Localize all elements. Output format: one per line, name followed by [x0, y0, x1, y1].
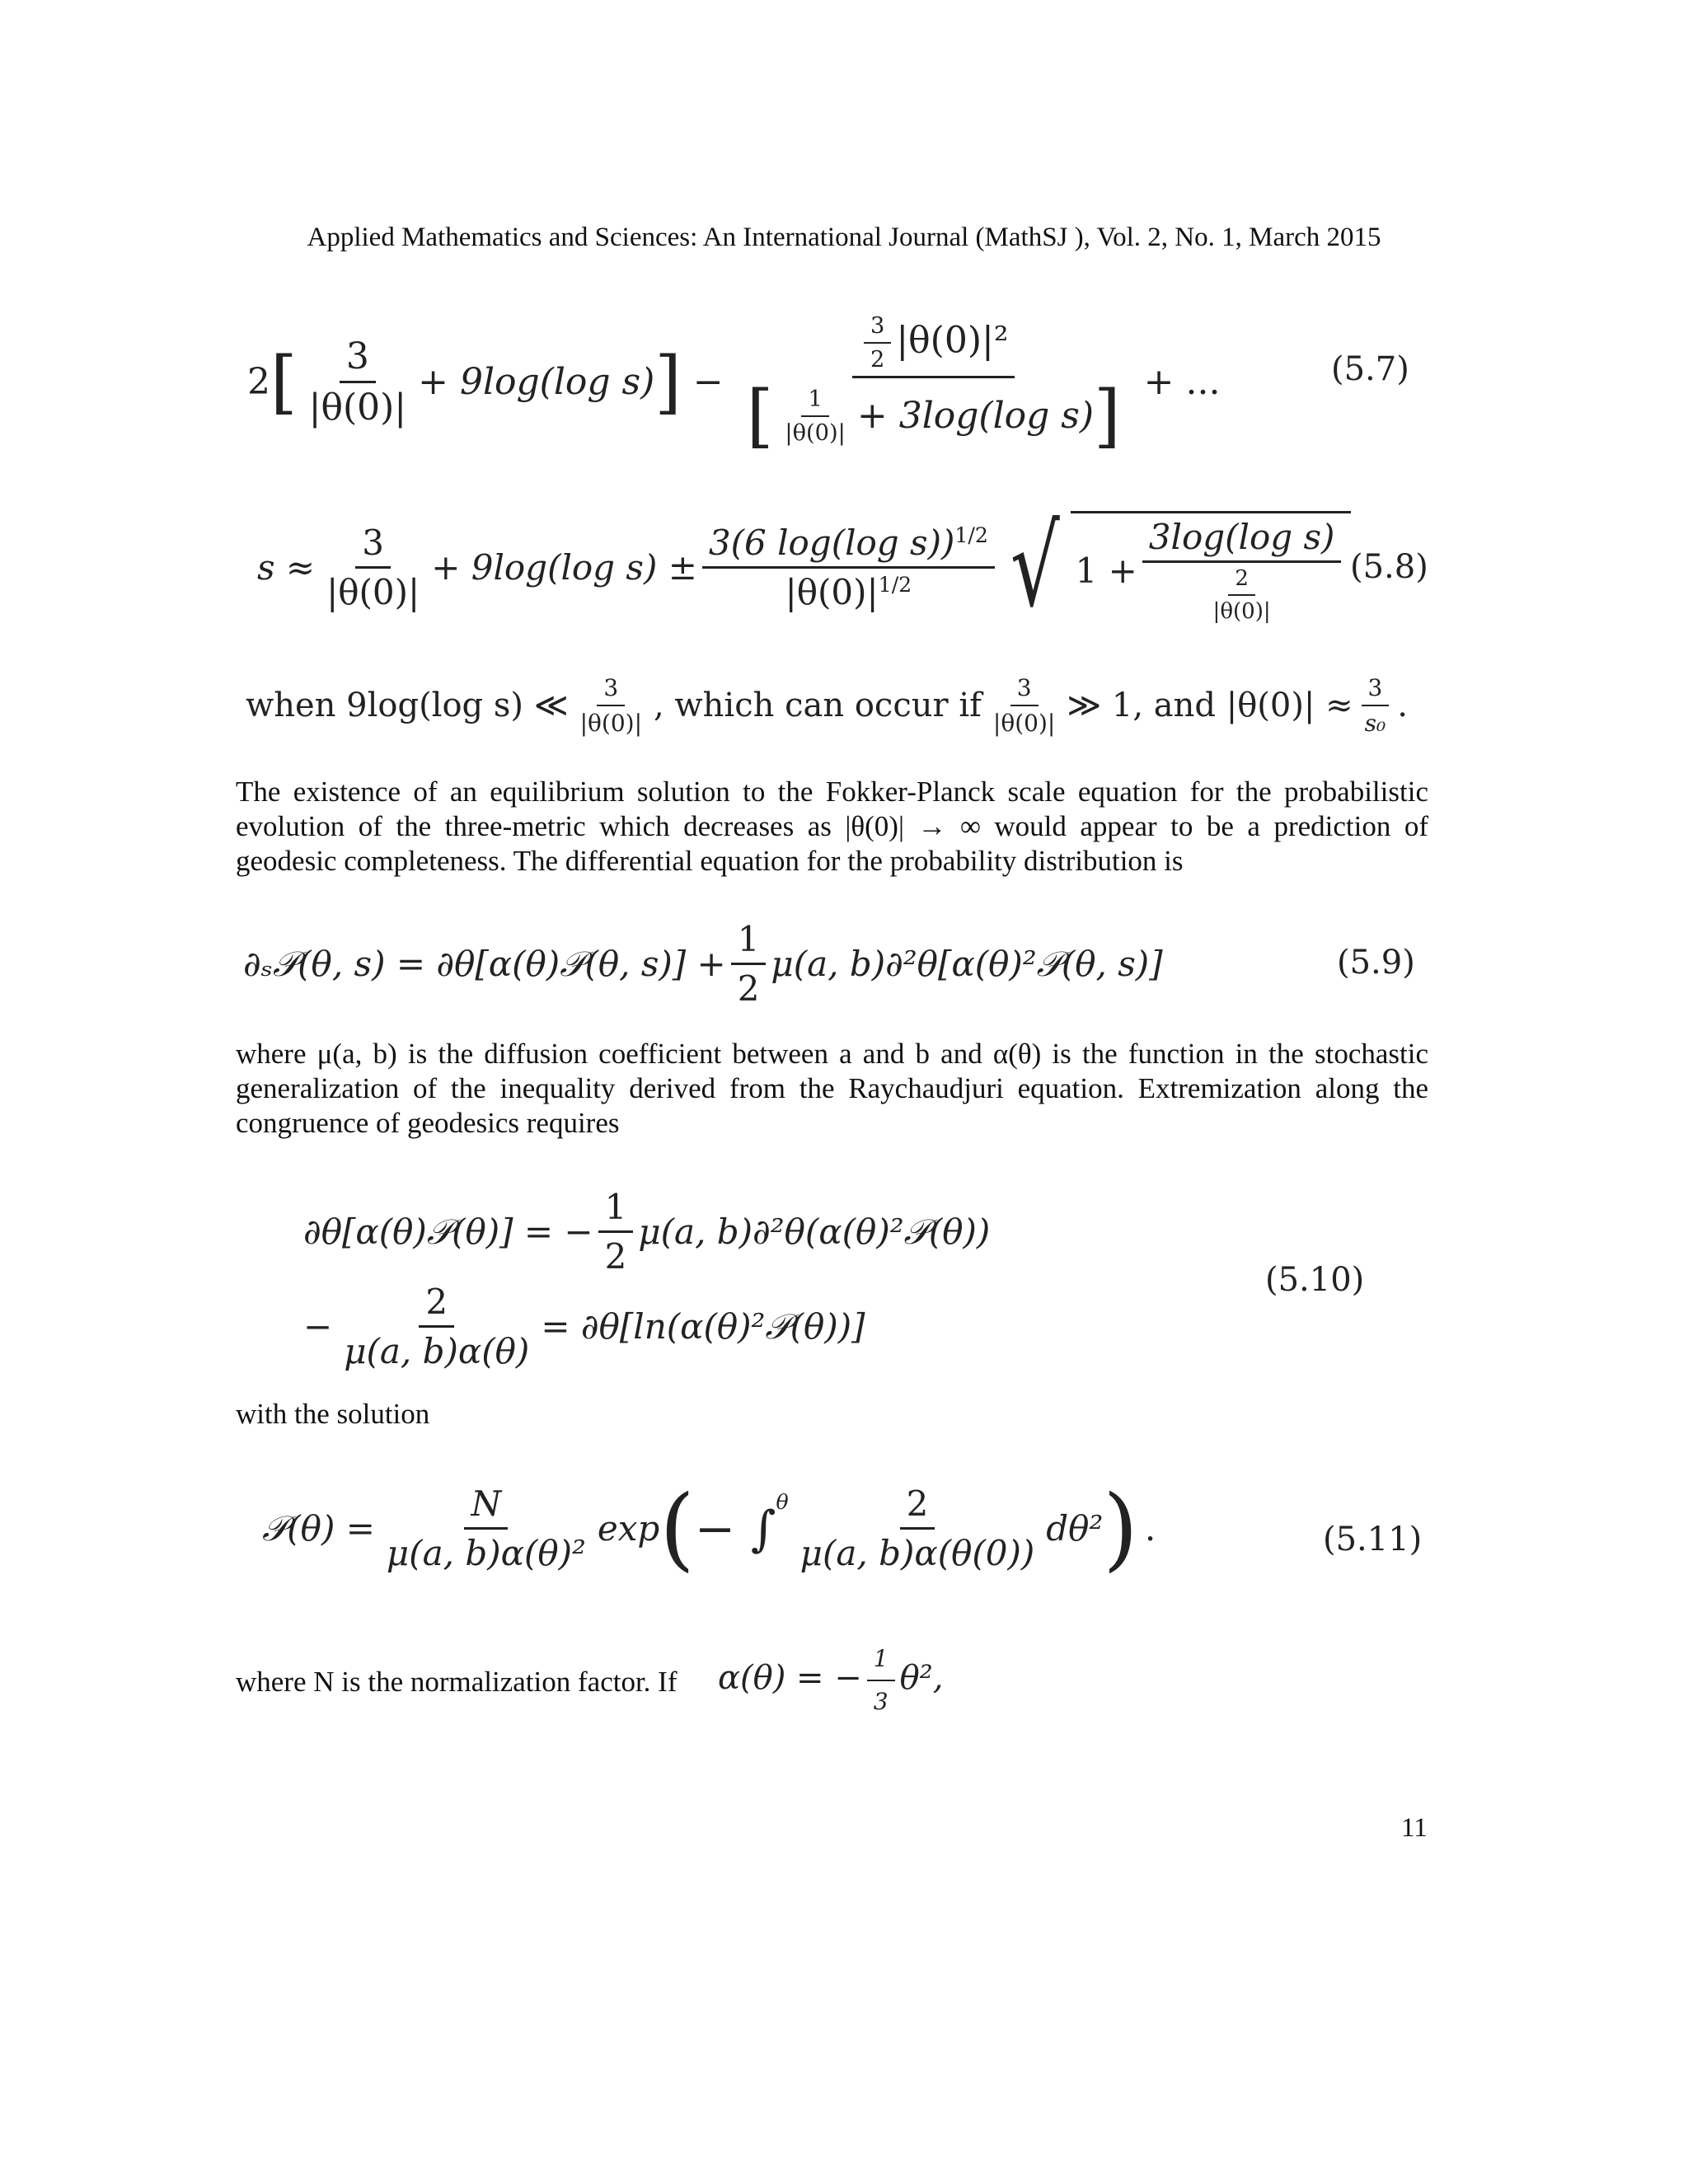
paragraph-with-solution: with the solution — [236, 1398, 430, 1430]
left-bracket: [ — [270, 340, 298, 422]
eq57-fraction-1: $\frac{3}{|\theta(0)|}$ — [308, 335, 407, 429]
eq57-tail: + ... — [1143, 360, 1221, 403]
paragraph-normalization: where N is the normalization factor. If α(θ) = − $\frac{1}{3}$ θ², — [236, 1665, 1428, 1699]
eq58-term2: + 9log(log s) ± — [431, 547, 697, 588]
condition-line: when 9log(log s) ≪ $\frac{3}{|\theta(0)|}$ , which can occur if $\frac{3}{|\theta(0)|}$ ≫ 1, and |θ(0)| ≈ $\frac{3}{\text{s₀}}$ . — [246, 674, 1408, 737]
equation-5-7 — [247, 313, 1221, 456]
equation-label-5-10: (5.10) — [1265, 1261, 1365, 1299]
page-number: 11 — [1401, 1813, 1428, 1843]
equation-5-10: ∂θ[α(θ)𝒫(θ)] = − $\frac{1}{2}$ μ(a, b)∂²θ(α(θ)²𝒫(θ)) − $\frac{2}{\mu(a, b)\alpha(\theta)}$ = ∂θ[ln(α(θ)²𝒫(θ))] — [303, 1187, 991, 1371]
equation-label-5-7: (5.7) — [1331, 350, 1409, 388]
equation-label-5-9: (5.9) — [1337, 944, 1415, 982]
eq57-minus: − — [692, 360, 724, 403]
eq58-lhs: s ≈ — [257, 547, 316, 588]
equation-5-8 — [257, 502, 1351, 632]
paragraph-diffusion: where μ(a, b) is the diffusion coefficient between a and b and α(θ) is the function in the stochastic generalization of the inequality derived from the Raychaudjuri equation. Extremization along the congruence of geodesics requires — [236, 1038, 1428, 1139]
eq57-term2: + 9log(log s) — [418, 360, 655, 403]
eq58-fraction-2: $\frac{3(6 \log(\log s))^{1/2}}{|\theta(0)|^{1/2}}$ — [702, 523, 995, 612]
inline-alpha-equation: α(θ) = − $\frac{1}{3}$ θ², — [718, 1642, 943, 1719]
equation-5-11: 𝒫(θ) = $\frac{N}{\text{μ(a, b)α(θ)²}}$ exp ( − ∫ $^\theta$ $\frac{2}{\mu(a, b)\alpha(\theta(0))}$ dθ² ) . — [262, 1476, 1156, 1581]
right-bracket: ] — [654, 340, 682, 422]
eq57-coef: 2 — [247, 360, 270, 403]
equation-5-9: ∂ₛ𝒫(θ, s) = ∂θ[α(θ)𝒫(θ, s)] + $\frac{1}{2}$ μ(a, b)∂²θ[α(θ)²𝒫(θ, s)] — [243, 919, 1163, 1009]
eq57-fraction-2: $\frac{3}{2}$ |θ(0)|² [ $\frac{1}{|\theta(0)|}$ + 3log(log s) ] — [746, 313, 1121, 456]
eq58-fraction-1: $\frac{3}{|\theta(0)|}$ — [326, 523, 420, 612]
equation-label-5-11: (5.11) — [1323, 1521, 1423, 1558]
eq58-square-root: √ 1 + $\frac{\text{3log(log s)}}{\frac{2}{|\theta(0)|}}$ — [1000, 511, 1352, 624]
equation-label-5-8: (5.8) — [1350, 548, 1428, 586]
running-header: Applied Mathematics and Sciences: An International Journal (MathSJ ), Vol. 2, No. 1, March 2015 — [307, 223, 1381, 252]
paragraph-fokker-planck: The existence of an equilibrium solution to the Fokker-Planck scale equation for the probabilistic evolution of the three-metric which decreases as |θ(0)| → ∞ would appear to be a prediction of geodesic completeness. The differential equation for the probability distribution is — [236, 776, 1428, 877]
